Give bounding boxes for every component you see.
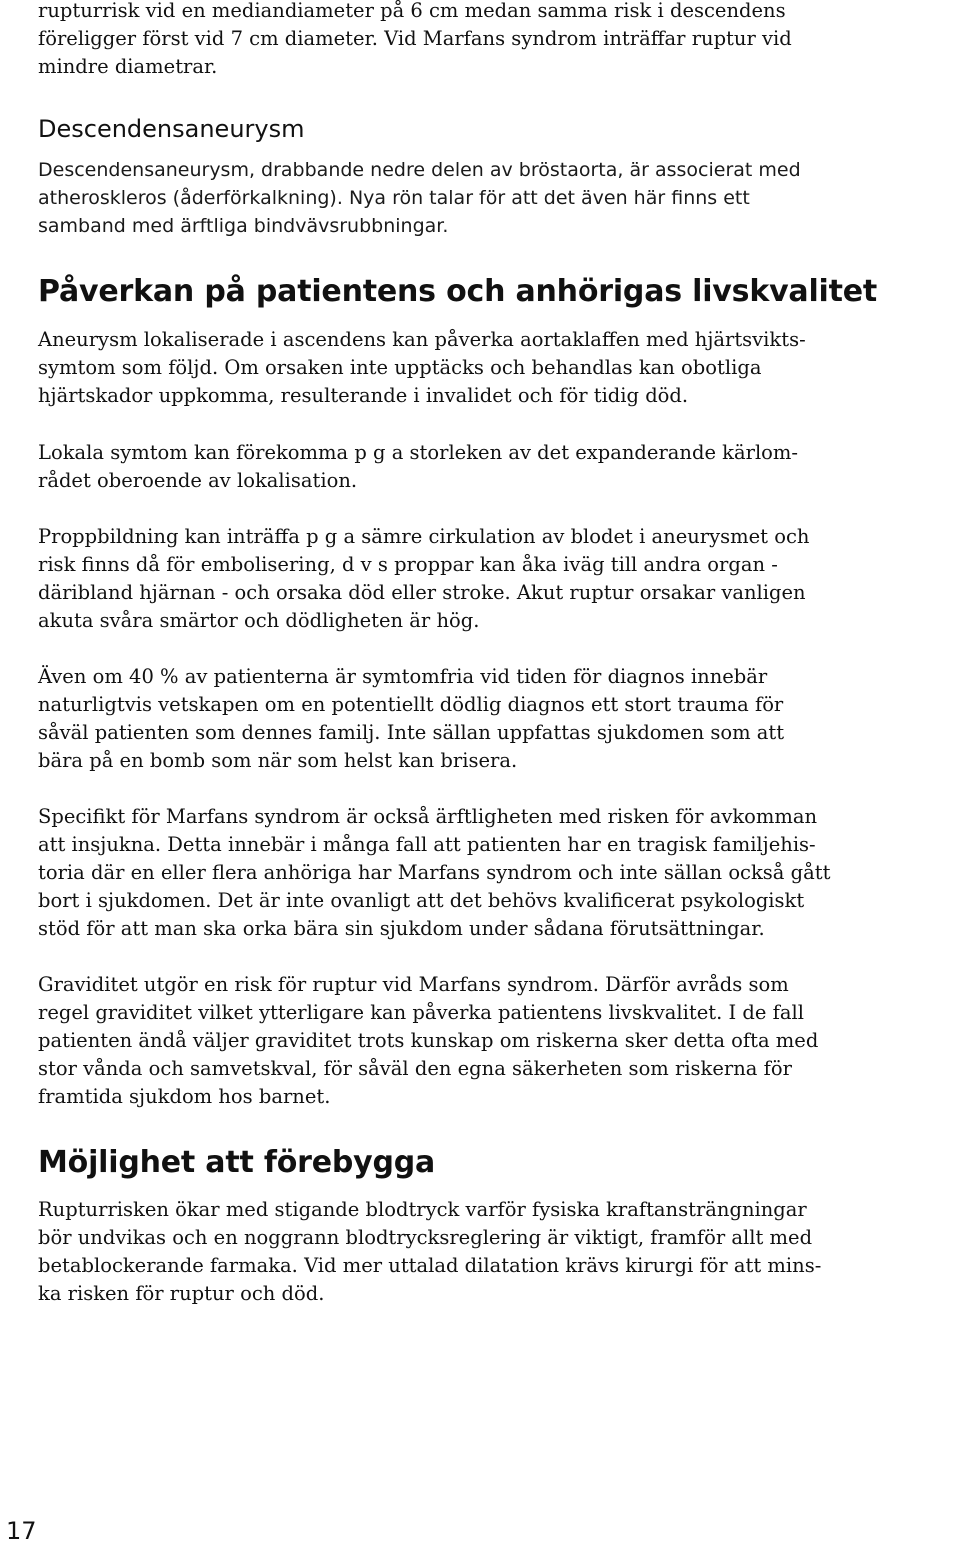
text-line (38, 354, 948, 382)
text-line: patienten ändå väljer graviditet trots kunskap om riskerna sker detta ofta med (38, 1029, 819, 1052)
text-line: mindre diametrar. (38, 55, 218, 78)
section-heading-prevention: Möjlighet att förebygga (38, 1145, 436, 1180)
page-number: 17 (6, 1517, 37, 1545)
text-line: att insjukna. Detta innebär i många fall att patienten har en tragisk familjehis- (38, 833, 816, 856)
text-line: risk finns då för embolisering, d v s proppar kan åka iväg till andra organ - (38, 553, 778, 576)
text-fragment: Om orsaken inte upptäcks och behandlas kan obotliga (224, 356, 762, 379)
text-line: samband med ärftliga bindvävsrubbningar. (38, 215, 449, 237)
text-line: ka risken för ruptur och död. (38, 1282, 325, 1305)
text-line: akuta svåra smärtor och dödligheten är hög. (38, 609, 480, 632)
section-heading-quality-of-life: Påverkan på patientens och anhörigas livskvalitet (38, 274, 878, 309)
text-line: Specifikt för Marfans syndrom är också ärftligheten med risken för avkomman (38, 805, 818, 828)
qol-paragraph-5 (38, 803, 948, 943)
prevention-paragraph (38, 1196, 948, 1308)
text-line: Graviditet utgör en risk för ruptur vid Marfans syndrom. Därför avråds som (38, 973, 789, 996)
text-fragment: atheroskleros (åderförkalkning). (38, 187, 343, 209)
text-line: bära på en bomb som när som helst kan brisera. (38, 749, 518, 772)
text-line: rådet oberoende av lokalisation. (38, 469, 358, 492)
text-line: bör undvikas och en noggrann blodtrycksreglering är viktigt, framför allt med (38, 1226, 813, 1249)
text-line: däribland hjärnan - och orsaka död eller stroke. Akut ruptur orsakar vanligen (38, 581, 806, 604)
text-line: regel graviditet vilket ytterligare kan påverka patientens livskvalitet. I de fall (38, 1001, 804, 1024)
text-line: Lokala symtom kan förekomma p g a storleken av det expanderande kärlom- (38, 441, 799, 464)
text-line: Rupturrisken ökar med stigande blodtryck varför fysiska kraftansträngningar (38, 1198, 807, 1221)
text-line: Även om 40 % av patienterna är symtomfria vid tiden för diagnos innebär (38, 665, 768, 688)
qol-paragraph-1 (38, 326, 948, 410)
text-line: toria där en eller flera anhöriga har Marfans syndrom och inte sällan också gått (38, 861, 831, 884)
text-line: Descendensaneurysm, drabbande nedre delen av bröstaorta, är associerat med (38, 159, 801, 181)
qol-paragraph-2 (38, 439, 948, 495)
text-line: stor vånda och samvetskval, för såväl den egna säkerheten som riskerna för (38, 1057, 792, 1080)
qol-paragraph-6 (38, 971, 948, 1111)
intro-paragraph (38, 0, 948, 81)
text-fragment: Nya rön talar för att det även här finns ett (348, 187, 750, 209)
text-line: framtida sjukdom hos barnet. (38, 1085, 331, 1108)
text-line: stöd för att man ska orka bära sin sjukdom under sådana förutsättningar. (38, 917, 765, 940)
text-line: Aneurysm lokaliserade i ascendens kan påverka aortaklaffen med hjärtsvikts- (38, 328, 806, 351)
text-line: Proppbildning kan inträffa p g a sämre cirkulation av blodet i aneurysmet och (38, 525, 810, 548)
descendens-paragraph (38, 156, 948, 240)
text-line: hjärtskador uppkomma, resulterande i invalidet och för tidig död. (38, 384, 689, 407)
text-line: naturligtvis vetskapen om en potentiellt dödlig diagnos ett stort trauma för (38, 693, 784, 716)
text-line: föreligger först vid 7 cm diameter. Vid Marfans syndrom inträffar ruptur vid (38, 27, 792, 50)
text-line: betablockerande farmaka. Vid mer uttalad dilatation krävs kirurgi för att mins- (38, 1254, 822, 1277)
section-heading-descendens: Descendensaneurysm (38, 115, 305, 143)
qol-paragraph-3 (38, 523, 948, 635)
text-line: rupturrisk vid en mediandiameter på 6 cm medan samma risk i descendens (38, 0, 786, 22)
text-line: bort i sjukdomen. Det är inte ovanligt att det behövs kvalificerat psykologiskt (38, 889, 805, 912)
text-line: såväl patienten som dennes familj. Inte sällan uppfattas sjukdomen som att (38, 721, 785, 744)
text-line (38, 184, 948, 212)
qol-paragraph-4 (38, 663, 948, 775)
text-fragment: symtom som följd. (38, 356, 219, 379)
